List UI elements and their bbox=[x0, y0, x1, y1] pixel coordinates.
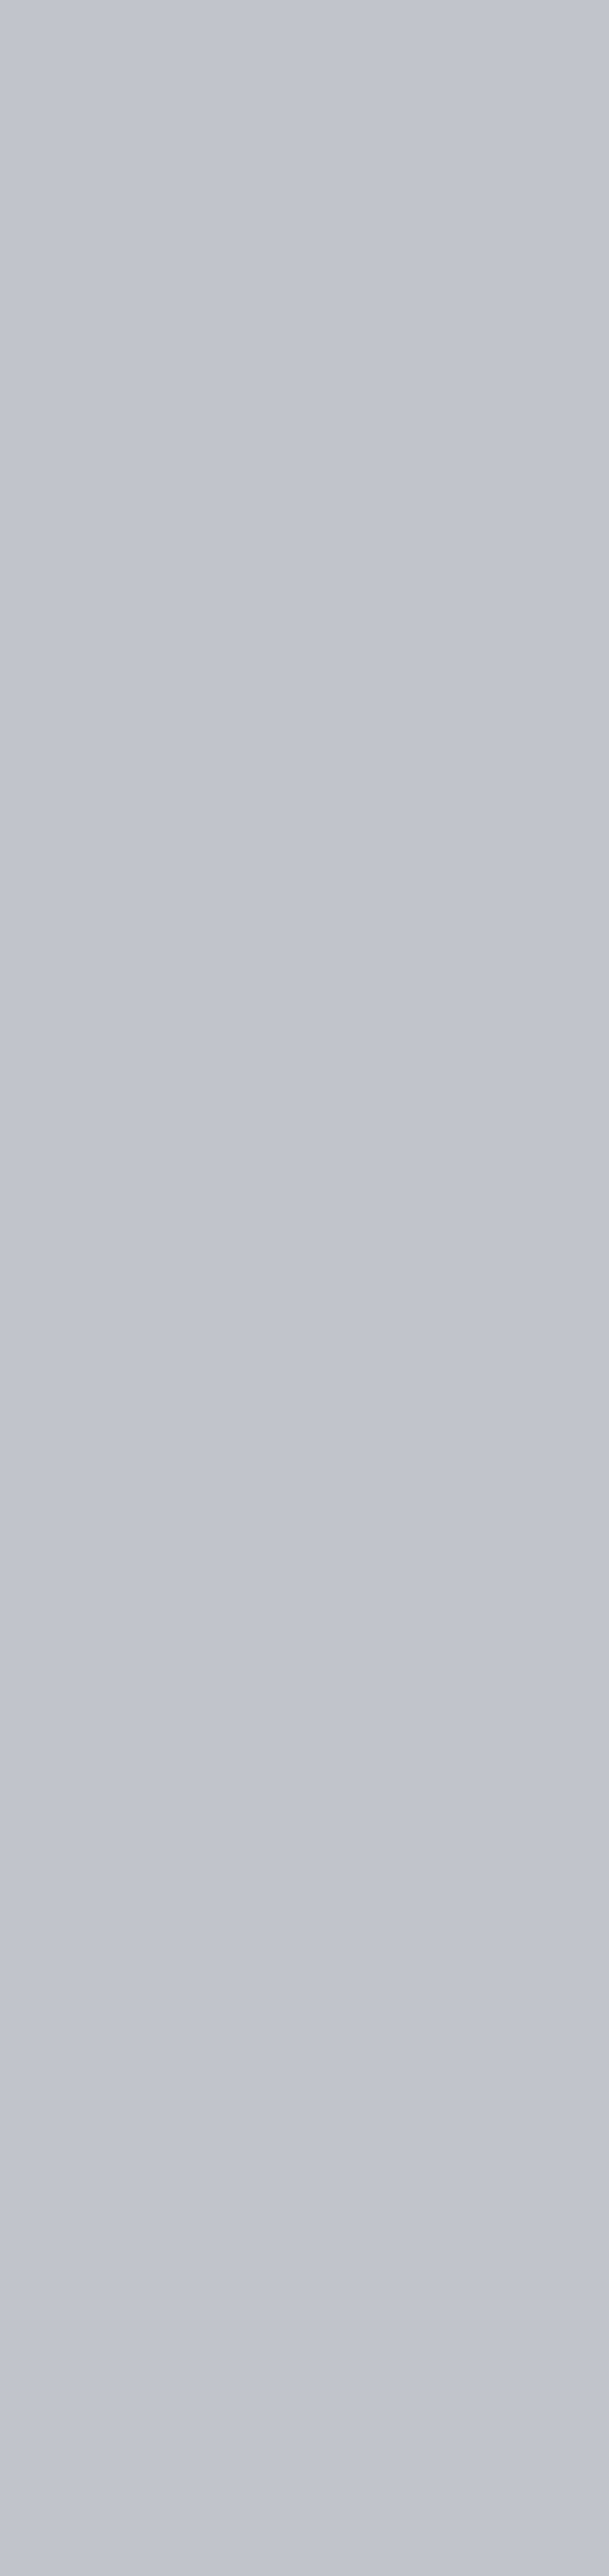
document-viewer bbox=[0, 0, 609, 11]
